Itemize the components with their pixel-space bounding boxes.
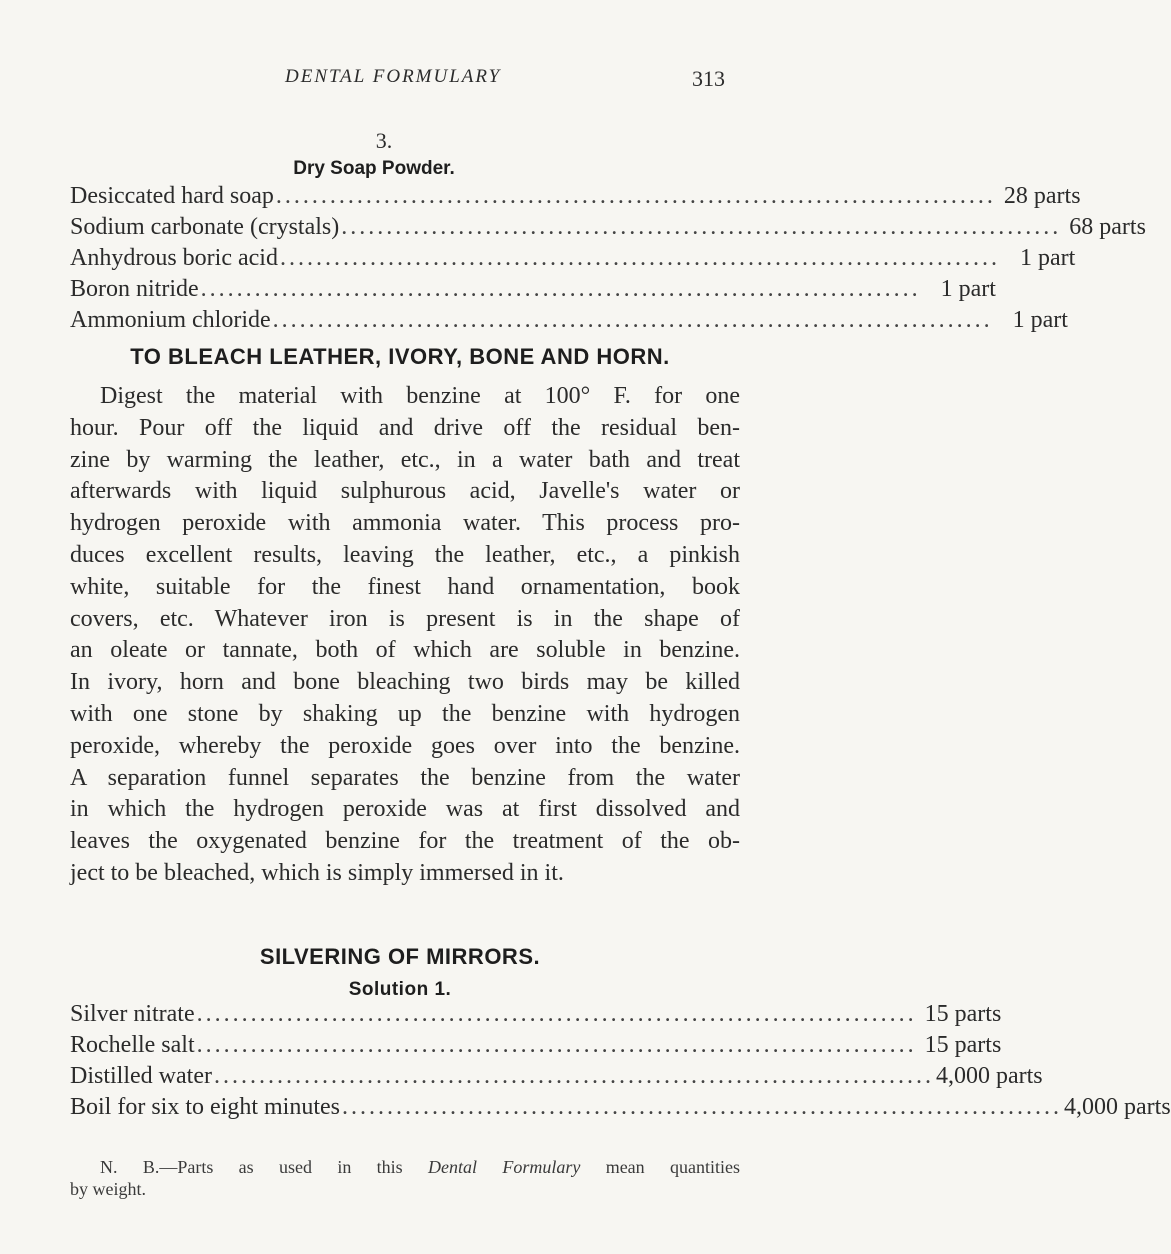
recipe-row (70, 214, 1146, 245)
ingredient-name: Silver nitrate (70, 1001, 195, 1027)
leader-dots: ................................................................................ (342, 1094, 1062, 1120)
paragraph-line: covers, etc. Whatever iron is present is in the shape of (70, 605, 740, 632)
paragraph-line: with one stone by shaking up the benzine with hydrogen (70, 700, 740, 727)
ingredient-quantity: 68 parts (1069, 214, 1146, 240)
paragraph-line: an oleate or tannate, both of which are soluble in benzine. (70, 637, 740, 664)
running-head (255, 66, 725, 96)
recipe-row (70, 245, 1076, 276)
ingredient-quantity: 4,000 parts (1064, 1094, 1171, 1120)
ingredient-name: Desiccated hard soap (70, 183, 274, 209)
paragraph-line: leaves the oxygenated benzine for the treatment of the ob- (70, 828, 740, 855)
paragraph-line: A separation funnel separates the benzine from the water (70, 764, 740, 791)
ingredient-name: Ammonium chloride (70, 307, 271, 333)
leader-dots: ................................................................................ (272, 307, 993, 333)
leader-dots: ................................................................................ (213, 1063, 934, 1089)
ingredient-quantity: 1 part (940, 276, 996, 302)
paragraph-line: Digest the material with benzine at 100° F. for one (100, 383, 740, 409)
paragraph-line: ject to be bleached, which is simply immersed in it. (70, 859, 564, 886)
footnote (70, 1156, 740, 1200)
paragraph-line: In ivory, horn and bone bleaching two birds may be killed (70, 669, 740, 696)
dry-soap-title: Dry Soap Powder. (293, 158, 455, 179)
paragraph-line: duces excellent results, leaving the leather, etc., a pinkish (70, 541, 740, 568)
leader-dots: ................................................................................ (275, 183, 996, 209)
ingredient-name: Sodium carbonate (crystals) (70, 214, 340, 240)
ingredient-quantity: 1 part (1019, 245, 1076, 271)
paragraph-line: zine by warming the leather, etc., in a water bath and treat (70, 446, 740, 473)
bleach-paragraph (70, 381, 740, 890)
paragraph-line: hydrogen peroxide with ammonia water. This process pro- (70, 510, 740, 537)
silvering-recipe (70, 1001, 1171, 1125)
ingredient-quantity: 15 parts (924, 1001, 1002, 1027)
paragraph-line: afterwards with liquid sulphurous acid, Javelle's water or (70, 478, 740, 505)
ingredient-name: Anhydrous boric acid (70, 245, 278, 271)
leader-dots: ................................................................................ (196, 1001, 917, 1027)
ingredient-quantity: 28 parts (1003, 183, 1081, 209)
recipe-row (70, 1001, 1002, 1032)
ingredient-name: Boil for six to eight minutes (70, 1094, 340, 1120)
leader-dots: ................................................................................ (196, 1032, 917, 1058)
ingredient-name: Boron nitride (70, 276, 199, 302)
running-head-title: DENTAL FORMULARY (285, 66, 502, 87)
ingredient-name: Distilled water (70, 1063, 212, 1089)
leader-dots: ................................................................................ (279, 245, 1000, 271)
footnote-line: by weight. (70, 1179, 146, 1199)
paragraph-line: peroxide, whereby the peroxide goes over into the benzine. (70, 732, 740, 759)
ingredient-name: Rochelle salt (70, 1032, 195, 1058)
bleach-heading: TO BLEACH LEATHER, IVORY, BONE AND HORN. (130, 344, 670, 369)
recipe-row (70, 1094, 1171, 1125)
leader-dots: ................................................................................ (341, 214, 1062, 240)
ingredient-quantity: 1 part (1012, 307, 1068, 333)
page-number: 313 (692, 66, 725, 91)
dry-soap-recipe (70, 183, 1146, 338)
recipe-row (70, 307, 1068, 338)
ingredient-quantity: 4,000 parts (935, 1063, 1043, 1089)
recipe-row (70, 1063, 1043, 1094)
solution-subheading: Solution 1. (348, 979, 452, 1000)
recipe-row (70, 276, 996, 307)
paragraph-line: hour. Pour off the liquid and drive off the residual ben- (70, 414, 740, 441)
recipe-row (70, 183, 1081, 214)
silvering-heading: SILVERING OF MIRRORS. (259, 944, 541, 969)
footnote-line: N. B.—Parts as used in this Dental Formulary mean quantities (100, 1157, 740, 1177)
recipe-row (70, 1032, 1002, 1063)
section-number: 3. (375, 128, 393, 153)
leader-dots: ................................................................................ (200, 276, 921, 302)
paragraph-line: white, suitable for the finest hand ornamentation, book (70, 573, 740, 600)
paragraph-line: in which the hydrogen peroxide was at first dissolved and (70, 796, 740, 823)
ingredient-quantity: 15 parts (924, 1032, 1002, 1058)
